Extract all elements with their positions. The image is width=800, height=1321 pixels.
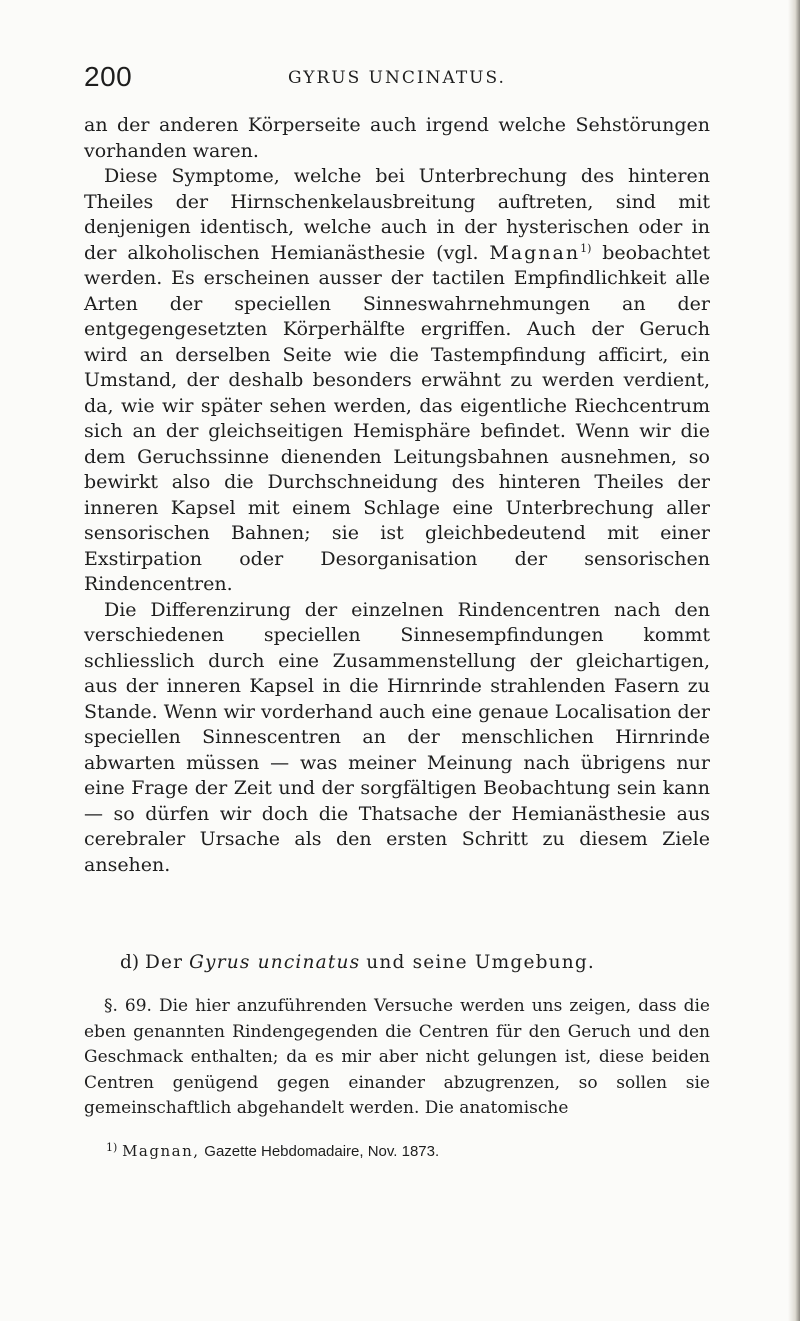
footnote-journal: Gazette Hebdomadaire, Nov. 1873. (204, 1143, 440, 1160)
section-heading-rest: und seine Umgebung. (366, 952, 596, 973)
page-edge-shadow (788, 0, 800, 1321)
paragraph-3: Die Differenzirung der einzelnen Rindencentren nach den verschiedenen speciellen Sinnesempfindungen kommt schliesslich durch eine Zusammenstellung der gleichartigen, aus der inneren Kapsel in die Hirnrinde strahlenden Fasern zu Stande. Wenn wir vorderhand auch eine genaue Localisation der speciellen Sinnescentren an der menschlichen Hirnrinde abwarten müssen — was meiner Meinung nach übrigens nur eine Frage der Zeit und der sorgfältigen Beobachtung sein kann — so dürfen wir doch die Thatsache der Hemianästhesie aus cerebraler Ursache als den ersten Schritt zu diesem Ziele ansehen. (84, 598, 710, 876)
running-title: GYRUS UNCINATUS. (288, 68, 506, 88)
footnote-author: Magnan, (122, 1142, 200, 1160)
section-label: d) (120, 952, 140, 973)
section-heading (84, 950, 710, 976)
section-heading-der: Der (144, 952, 184, 973)
running-head (84, 60, 710, 100)
paragraph-2 (84, 164, 710, 598)
footnote-reference: 1) (580, 241, 592, 255)
section-text (84, 994, 710, 1122)
section-paragraph: §. 69. Die hier anzuführenden Versuche werden uns zeigen, dass die eben genannten Rindengegenden die Centren für den Geruch und den Geschmack enthalten; da es mir aber nicht gelungen ist, diese beiden Centren genügend gegen einander abzugrenzen, so sollen sie gemeinschaftlich abgehandelt werden. Die anatomische (84, 996, 710, 1118)
paragraph-1: an der anderen Körperseite auch irgend welche Sehstörungen vorhanden waren. (84, 114, 710, 162)
footnote-marker: 1) (106, 1141, 118, 1154)
paragraph-2-start: Diese Symptome, welche bei Unterbrechung des hinteren Theiles der Hirnschenkelausbreitung auftreten, sind mit denjenigen identisch, welche auch in der hysterischen oder in der alkoholischen Hemianästhesie (vgl. (84, 165, 710, 264)
body-text (84, 113, 710, 878)
paragraph-2-end: beobachtet werden. Es erscheinen ausser der tactilen Empfindlichkeit alle Arten der speciellen Sinneswahrnehmungen an der entgegengesetzten Körperhälfte ergriffen. Auch der Geruch wird an derselben Seite wie die Tastempfindung afficirt, ein Umstand, der deshalb besonders erwähnt zu werden verdient, da, wie wir später sehen werden, das eigentliche Riechcentrum sich an der gleichseitigen Hemisphäre befindet. Wenn wir die dem Geruchssinne dienenden Leitungsbahnen ausnehmen, so bewirkt also die Durchschneidung des hinteren Theiles der inneren Kapsel mit einem Schlage eine Unterbrechung aller sensorischen Bahnen; sie ist gleichbedeutend mit einer Exstirpation oder Desorganisation der sensorischen Rindencentren. (84, 241, 710, 595)
footnote (106, 1137, 710, 1163)
page-number: 200 (84, 61, 133, 92)
cited-author-magnan: Magnan (489, 241, 581, 264)
section-heading-term: Gyrus uncinatus (189, 952, 361, 973)
